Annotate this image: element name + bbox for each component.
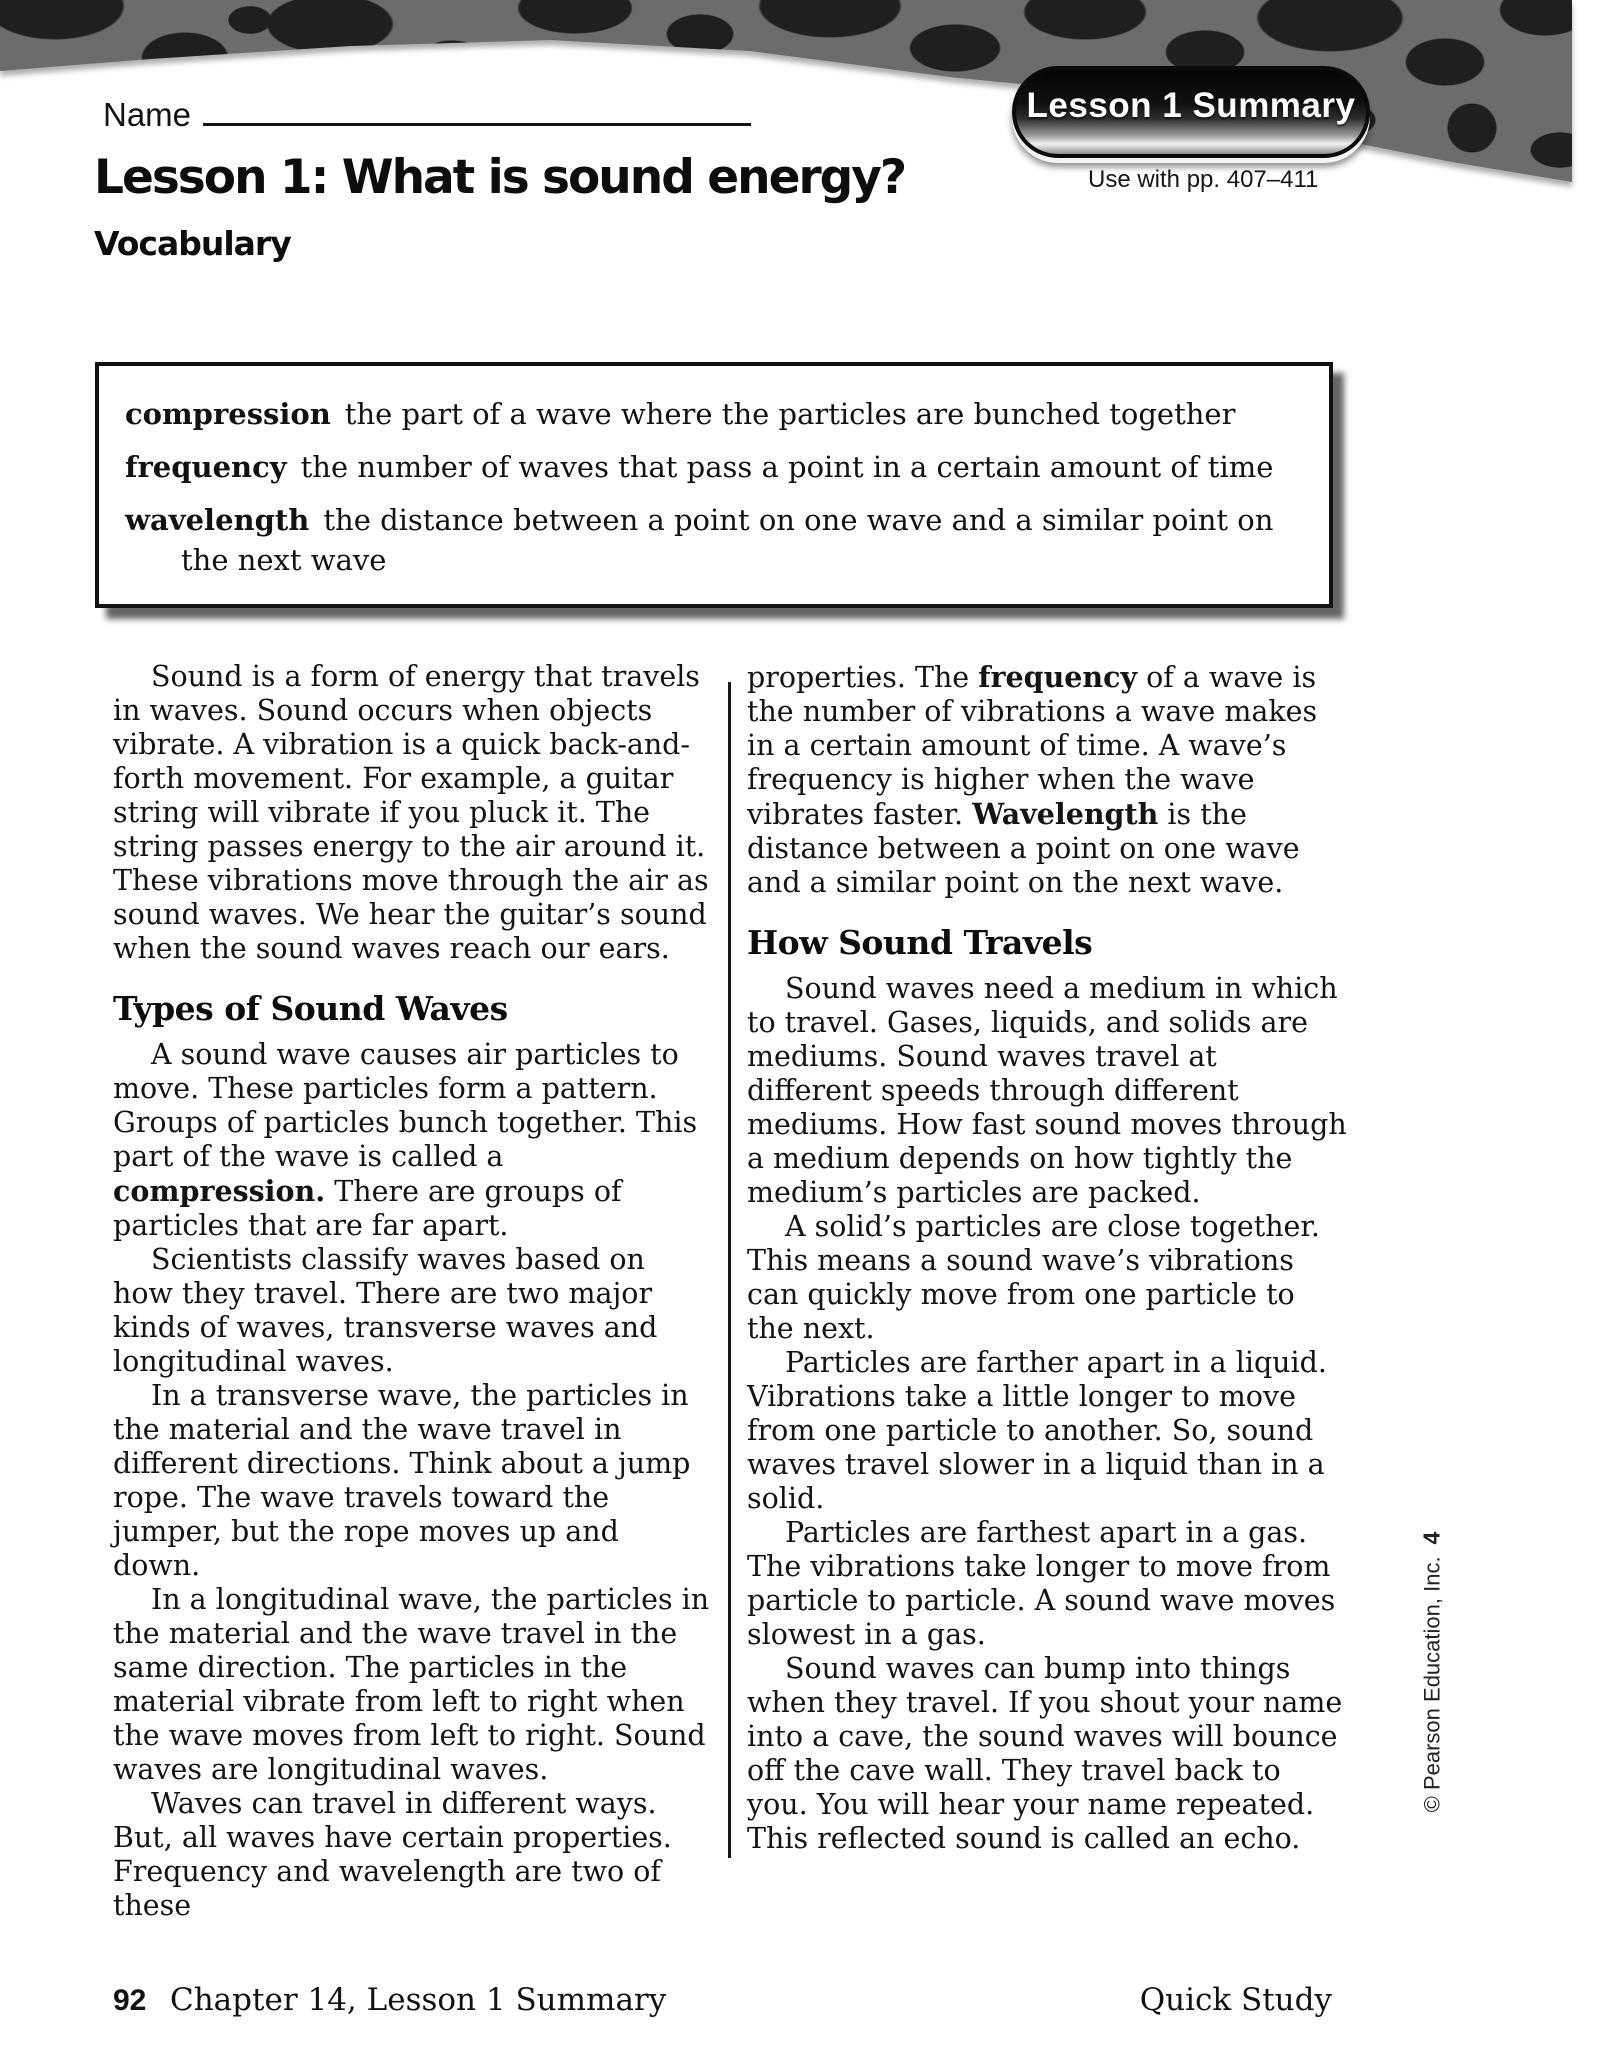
paragraph: In a transverse wave, the particles in the material and the wave travel in different directions. Think about a jump rope. The wave travels toward the jumper, but the rope moves up and down. [113, 1379, 691, 1582]
vocabulary-box [95, 362, 1333, 608]
grade-number: 4 [1418, 1531, 1445, 1545]
section-heading-types-of-sound-waves: Types of Sound Waves [113, 989, 508, 1028]
vocab-entry-frequency [125, 447, 1299, 487]
use-with-pages: Use with pp. 407–411 [1088, 166, 1319, 193]
name-row [103, 96, 751, 134]
vocab-definition: the distance between a point on one wave and a similar point on the next wave [181, 503, 1274, 577]
paragraph: Sound waves need a medium in which to travel. Gases, liquids, and solids are mediums. Sound waves travel at different speeds through different mediums. How fast sound moves through a medium depends on how tightly the medium’s particles are packed. [747, 972, 1347, 1209]
footer-chapter-label: Chapter 14, Lesson 1 Summary [170, 1982, 667, 2018]
name-blank-line[interactable] [203, 96, 751, 126]
paragraph: Particles are farthest apart in a gas. The vibrations take longer to move from particle to particle. A sound wave moves slowest in a gas. [747, 1516, 1336, 1651]
paragraph: Sound waves can bump into things when they travel. If you shout your name into a cave, the sound waves will bounce off the cave wall. They travel back to you. You will hear your name repeated. This reflected sound is called an echo. [747, 1652, 1343, 1855]
lesson-summary-badge [1012, 66, 1370, 158]
copyright-sidebar [1419, 1532, 1446, 1813]
vocab-entry-compression [125, 394, 1299, 434]
name-label: Name [103, 96, 192, 133]
footer-quick-study-label: Quick Study [1139, 1982, 1332, 2018]
paragraph: Particles are farther apart in a liquid. Vibrations take a little longer to move from one particle to another. So, sound waves travel slower in a liquid than in a solid. [747, 1346, 1327, 1515]
copyright-text: © Pearson Education, Inc. [1419, 1556, 1445, 1813]
vocab-entry-wavelength [125, 500, 1299, 580]
paragraph: In a longitudinal wave, the particles in the material and the wave travel in the same direction. The particles in the material vibrate from left to right when the wave moves from left to right. Sound waves are longitudinal waves. [113, 1583, 710, 1786]
vocab-term: frequency [125, 450, 287, 484]
page-footer [0, 1982, 1600, 2026]
page-title: Lesson 1: What is sound energy? [94, 150, 906, 205]
paragraph: Waves can travel in different ways. But, all waves have certain properties. Frequency and wavelength are two of these [113, 1787, 672, 1922]
vocab-definition: the number of waves that pass a point in a certain amount of time [300, 450, 1274, 484]
vocab-term: compression [125, 397, 331, 431]
page-number: 92 [113, 1984, 147, 2017]
left-column [113, 660, 713, 1923]
vocabulary-heading: Vocabulary [94, 224, 291, 263]
vocab-term: wavelength [125, 503, 310, 537]
section-heading-how-sound-travels: How Sound Travels [747, 923, 1093, 962]
paragraph: Sound is a form of energy that travels in waves. Sound occurs when objects vibrate. A vibration is a quick back-and-forth movement. For example, a guitar string will vibrate if you pluck it. The string passes energy to the air around it. These vibrations move through the air as sound waves. We hear the guitar’s sound when the sound waves reach our ears. [113, 660, 709, 965]
right-column [747, 660, 1347, 1856]
paragraph: A solid’s particles are close together. This means a sound wave’s vibrations can quickly move from one particle to the next. [747, 1210, 1320, 1345]
paragraph: A sound wave causes air particles to move. These particles form a pattern. Groups of particles bunch together. This part of the wave is called a compression. There are groups of particles that are far apart. [113, 1038, 698, 1242]
vocab-definition: the part of a wave where the particles are bunched together [344, 397, 1236, 431]
lesson-summary-badge-label: Lesson 1 Summary [1026, 86, 1356, 125]
paragraph: Scientists classify waves based on how they travel. There are two major kinds of waves, transverse waves and longitudinal waves. [113, 1243, 658, 1378]
paragraph: properties. The frequency of a wave is the number of vibrations a wave makes in a certain amount of time. A wave’s frequency is higher when the wave vibrates faster. Wavelength is the distance between a point on one wave and a similar point on the next wave. [747, 660, 1318, 899]
column-divider [728, 682, 731, 1858]
